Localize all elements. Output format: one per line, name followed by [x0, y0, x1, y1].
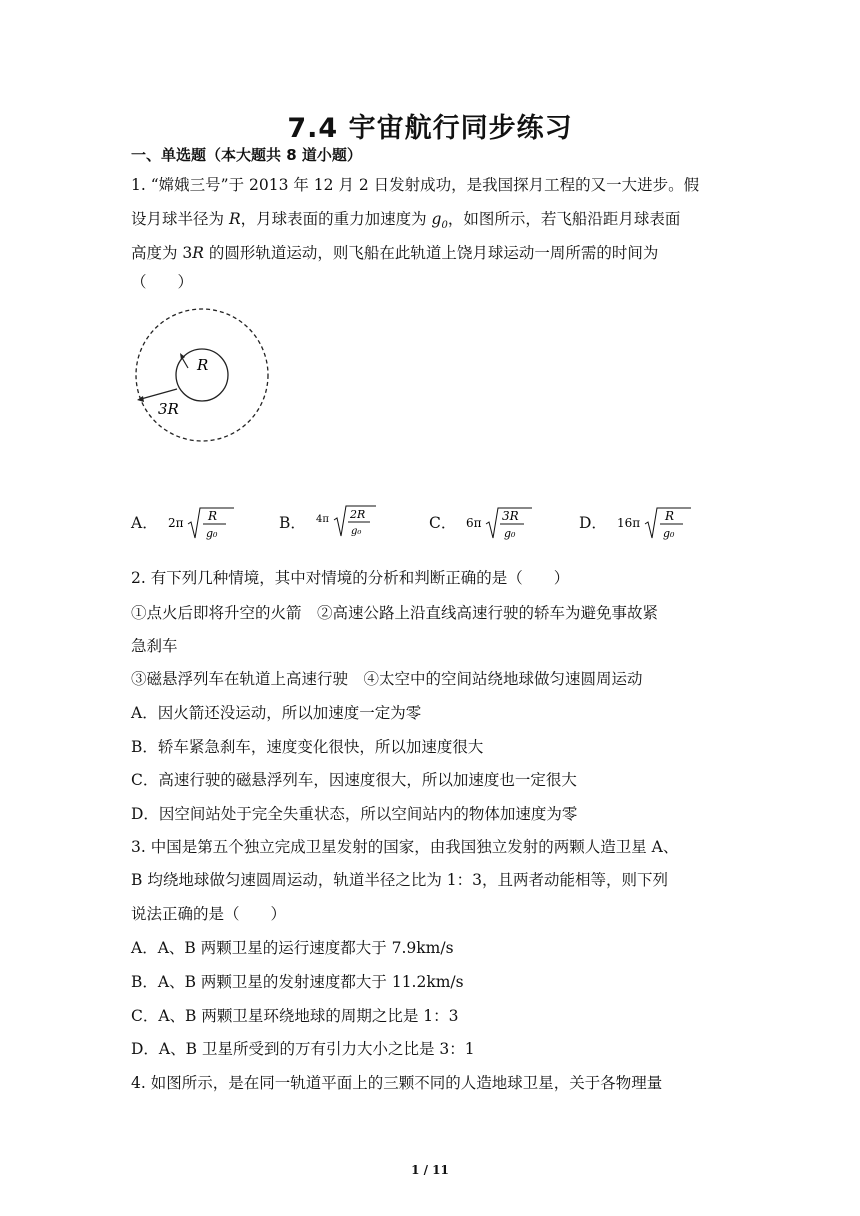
svg-text:16π: 16π — [616, 516, 641, 530]
q1-line-3: 高度为 3R 的圆形轨道运动，则飞船在此轨道上饶月球运动一周所需的时间为 — [131, 244, 659, 262]
q3-line-1: 3. 中国是第五个独立完成卫星发射的国家，由我国独立发射的两颗人造卫星 A、 — [131, 838, 679, 856]
q3-option-c: C．A、B 两颗卫星环绕地球的周期之比是 1：3 — [131, 1007, 459, 1025]
orbit-radius-label: 3R — [158, 400, 179, 418]
q3-line-2: B 均绕地球做匀速圆周运动，轨道半径之比为 1：3，且两者动能相等，则下列 — [131, 871, 668, 889]
q3-option-a: A．A、B 两颗卫星的运行速度都大于 7.9km/s — [131, 939, 454, 957]
q1-line-2: 设月球半径为 R，月球表面的重力加速度为 $g_0$，如图所示，若飞船沿距月球表面 — [131, 210, 681, 232]
q2-option-a: A．因火箭还没运动，所以加速度一定为零 — [131, 704, 422, 722]
svg-text:2π: 2π — [167, 516, 184, 530]
svg-text:2R: 2R — [349, 508, 366, 521]
svg-text:R: R — [207, 509, 217, 523]
svg-text:R: R — [664, 509, 674, 523]
svg-text:g₀: g₀ — [350, 526, 362, 537]
q3-line-3: 说法正确的是（ ） — [131, 905, 287, 923]
formula-c — [464, 500, 534, 544]
svg-text:g₀: g₀ — [504, 527, 516, 540]
q1-option-c: C． 6π 3R g₀ — [429, 500, 534, 544]
orbit-circle — [136, 309, 268, 441]
q1-answer-bracket: （ ） — [131, 273, 194, 291]
q3-option-d: D．A、B 卫星所受到的万有引力大小之比是 3：1 — [131, 1040, 475, 1058]
q2-option-b: B．轿车紧急刹车，速度变化很快，所以加速度很大 — [131, 738, 484, 756]
q4-line-1: 4. 如图所示，是在同一轨道平面上的三颗不同的人造地球卫星，关于各物理量 — [131, 1074, 663, 1092]
radius-label: R — [197, 356, 209, 374]
q2-line-1: 2. 有下列几种情境，其中对情境的分析和判断正确的是（ ） — [131, 569, 570, 587]
formula-a — [166, 500, 236, 544]
q1-option-a: A． 2π R g₀ — [131, 500, 236, 544]
q2-line-3: 急刹车 — [131, 637, 178, 655]
page-number: 1 / 11 — [411, 1163, 449, 1177]
q1-option-d: D． 16π R g₀ — [579, 500, 693, 544]
svg-text:g₀: g₀ — [205, 527, 218, 540]
page-title: 7.4 宇宙航行同步练习 — [287, 113, 573, 144]
svg-text:4π: 4π — [315, 514, 329, 525]
q2-option-c: C．高速行驶的磁悬浮列车，因速度很大，所以加速度也一定很大 — [131, 771, 577, 789]
q2-option-d: D．因空间站处于完全失重状态，所以空间站内的物体加速度为零 — [131, 805, 578, 823]
svg-text:3R: 3R — [502, 509, 520, 523]
q2-line-4: ③磁悬浮列车在轨道上高速行驶 ④太空中的空间站绕地球做匀速圆周运动 — [131, 670, 643, 688]
orbit-figure — [128, 300, 278, 490]
svg-text:6π: 6π — [466, 516, 482, 530]
formula-d — [615, 500, 693, 544]
q1-option-b: B． 4π 2R g₀ — [279, 500, 384, 544]
section-heading: 一、单选题（本大题共 8 道小题） — [131, 146, 362, 164]
q2-line-2: ①点火后即将升空的火箭 ②高速公路上沿直线高速行驶的轿车为避免事故紧 — [131, 604, 659, 622]
q1-line-1: 1. “嫦娥三号”于 2013 年 12 月 2 日发射成功，是我国探月工程的又一大进步。假 — [131, 176, 700, 194]
q3-option-b: B．A、B 两颗卫星的发射速度都大于 11.2km/s — [131, 973, 464, 991]
formula-b — [314, 500, 384, 544]
svg-text:g₀: g₀ — [662, 527, 675, 540]
